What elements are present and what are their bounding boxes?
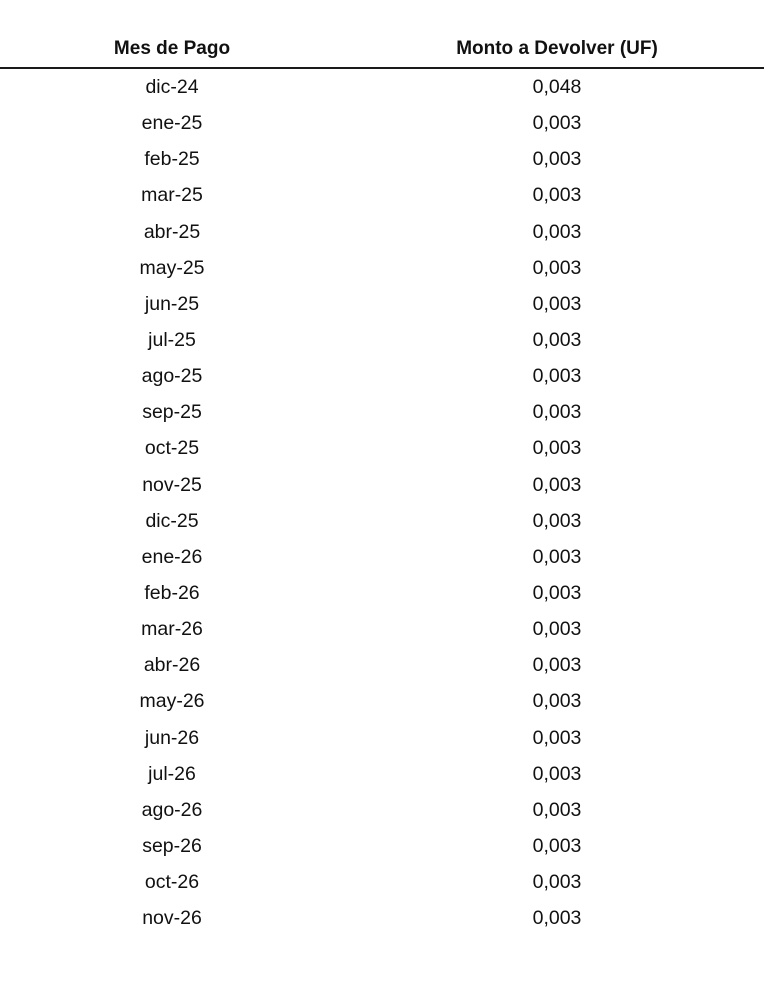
table-header-row (0, 34, 764, 69)
table-row (0, 792, 764, 828)
amount-cell: 0,003 (532, 328, 582, 351)
table-row (0, 611, 764, 647)
table-row (0, 539, 764, 575)
table-row (0, 756, 764, 792)
table-row (0, 864, 764, 900)
column-header-mes-de-pago: Mes de Pago (113, 38, 231, 59)
amount-cell: 0,003 (532, 690, 582, 713)
payment-month-cell: oct-26 (144, 871, 200, 894)
amount-cell: 0,003 (532, 112, 582, 135)
amount-cell: 0,003 (532, 256, 582, 279)
amount-cell: 0,003 (532, 834, 582, 857)
amount-cell: 0,003 (532, 184, 582, 207)
table-row (0, 214, 764, 250)
payment-month-cell: ago-26 (141, 798, 203, 821)
amount-cell: 0,003 (532, 220, 582, 243)
payment-month-cell: ene-26 (141, 545, 203, 568)
payment-month-cell: mar-26 (141, 618, 203, 641)
payment-month-cell: ene-25 (141, 112, 203, 135)
amount-cell: 0,003 (532, 618, 582, 641)
amount-cell: 0,003 (532, 401, 582, 424)
amount-cell: 0,003 (532, 581, 582, 604)
column-header-monto-a-devolver: Monto a Devolver (UF) (456, 38, 658, 59)
table-row (0, 69, 764, 105)
payment-month-cell: jul-26 (148, 762, 196, 785)
amount-cell: 0,003 (532, 437, 582, 460)
payment-month-cell: mar-25 (141, 184, 203, 207)
table-row (0, 828, 764, 864)
table-row (0, 683, 764, 719)
payment-month-cell: jun-25 (144, 292, 200, 315)
payment-month-cell: nov-25 (142, 473, 202, 496)
amount-cell: 0,003 (532, 871, 582, 894)
table-row (0, 177, 764, 213)
table-row (0, 503, 764, 539)
payment-month-cell: feb-26 (144, 581, 200, 604)
table-row (0, 394, 764, 430)
amount-cell: 0,003 (532, 509, 582, 532)
payment-month-cell: jul-25 (148, 328, 196, 351)
amount-cell: 0,003 (532, 762, 582, 785)
payment-month-cell: nov-26 (142, 907, 202, 930)
payment-month-cell: abr-26 (143, 654, 201, 677)
amount-cell: 0,048 (532, 76, 582, 98)
table-row (0, 467, 764, 503)
amount-cell: 0,003 (532, 654, 582, 677)
amount-cell: 0,003 (532, 545, 582, 568)
payment-month-cell: sep-25 (142, 401, 202, 424)
amount-cell: 0,003 (532, 907, 582, 930)
payment-month-cell: dic-25 (145, 509, 199, 532)
table-row (0, 105, 764, 141)
payment-month-cell: jun-26 (144, 726, 200, 749)
payment-month-cell: sep-26 (142, 834, 202, 857)
payment-month-cell: feb-25 (144, 148, 200, 171)
table-row (0, 250, 764, 286)
amount-cell: 0,003 (532, 292, 582, 315)
amount-cell: 0,003 (532, 365, 582, 388)
payment-month-cell: ago-25 (141, 365, 203, 388)
amount-cell: 0,003 (532, 798, 582, 821)
table-row (0, 430, 764, 466)
table-body (0, 69, 764, 936)
table-row (0, 141, 764, 177)
payment-month-cell: oct-25 (144, 437, 200, 460)
table-row (0, 575, 764, 611)
amount-cell: 0,003 (532, 473, 582, 496)
table-row (0, 647, 764, 683)
table-row (0, 358, 764, 394)
payment-month-cell: abr-25 (143, 220, 201, 243)
payment-month-cell: may-26 (139, 690, 205, 713)
table-row (0, 322, 764, 358)
table-row (0, 720, 764, 756)
amount-cell: 0,003 (532, 148, 582, 171)
table-row (0, 900, 764, 936)
table-row (0, 286, 764, 322)
amount-cell: 0,003 (532, 726, 582, 749)
payment-month-cell: dic-24 (145, 76, 199, 98)
payment-month-cell: may-25 (139, 256, 205, 279)
